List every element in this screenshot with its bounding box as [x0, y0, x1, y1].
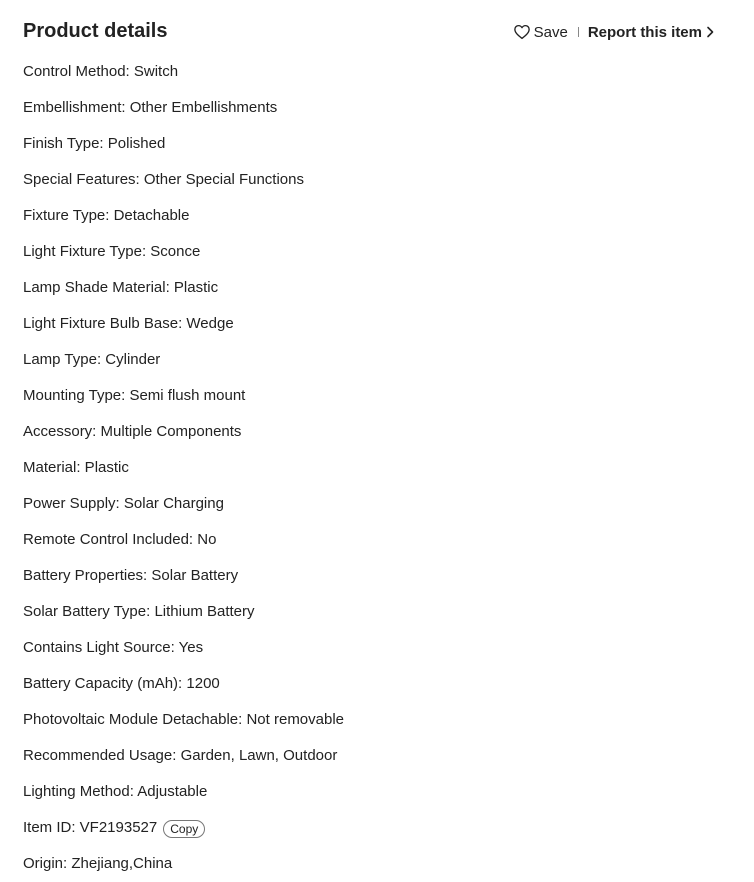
- detail-finish-type: Finish Type: Polished: [23, 135, 166, 152]
- detail-embellishment: Embellishment: Other Embellishments: [23, 99, 278, 116]
- detail-remote-control: Remote Control Included: No: [23, 531, 217, 548]
- detail-origin: Origin: Zhejiang,China: [23, 855, 173, 872]
- header-actions: [513, 21, 715, 43]
- report-label: Report this item: [587, 23, 702, 41]
- heart-outline-icon: [513, 23, 531, 41]
- detail-battery-capacity: Battery Capacity (mAh): 1200: [23, 675, 220, 692]
- detail-item-id: [23, 810, 723, 846]
- chevron-right-icon: [705, 26, 715, 38]
- action-divider: [578, 27, 579, 37]
- copy-item-id-button[interactable]: Copy: [163, 820, 205, 838]
- detail-lamp-shade-material: Lamp Shade Material: Plastic: [23, 279, 219, 296]
- detail-special-features: Special Features: Other Special Functions: [23, 171, 304, 188]
- detail-pv-module-detachable: Photovoltaic Module Detachable: Not removable: [23, 711, 345, 728]
- detail-recommended-usage: Recommended Usage: Garden, Lawn, Outdoor: [23, 747, 338, 764]
- detail-control-method: Control Method: Switch: [23, 63, 179, 80]
- detail-solar-battery-type: Solar Battery Type: Lithium Battery: [23, 603, 255, 620]
- detail-mounting-type: Mounting Type: Semi flush mount: [23, 387, 246, 404]
- detail-power-supply: Power Supply: Solar Charging: [23, 495, 224, 512]
- detail-lighting-method: Lighting Method: Adjustable: [23, 783, 208, 800]
- save-label: Save: [533, 23, 568, 41]
- detail-accessory: Accessory: Multiple Components: [23, 423, 242, 440]
- product-details-header: [23, 0, 715, 62]
- item-id-text: Item ID: VF2193527: [23, 819, 158, 836]
- detail-lamp-type: Lamp Type: Cylinder: [23, 351, 161, 368]
- detail-bulb-base: Light Fixture Bulb Base: Wedge: [23, 315, 234, 332]
- detail-fixture-type: Fixture Type: Detachable: [23, 207, 190, 224]
- detail-contains-light-source: Contains Light Source: Yes: [23, 639, 204, 656]
- product-details-list: [23, 54, 723, 882]
- detail-material: Material: Plastic: [23, 459, 129, 476]
- report-item-link[interactable]: [588, 24, 715, 41]
- detail-light-fixture-type: Light Fixture Type: Sconce: [23, 243, 201, 260]
- detail-battery-properties: Battery Properties: Solar Battery: [23, 567, 239, 584]
- save-button[interactable]: [513, 23, 568, 41]
- page-title: Product details: [23, 20, 168, 42]
